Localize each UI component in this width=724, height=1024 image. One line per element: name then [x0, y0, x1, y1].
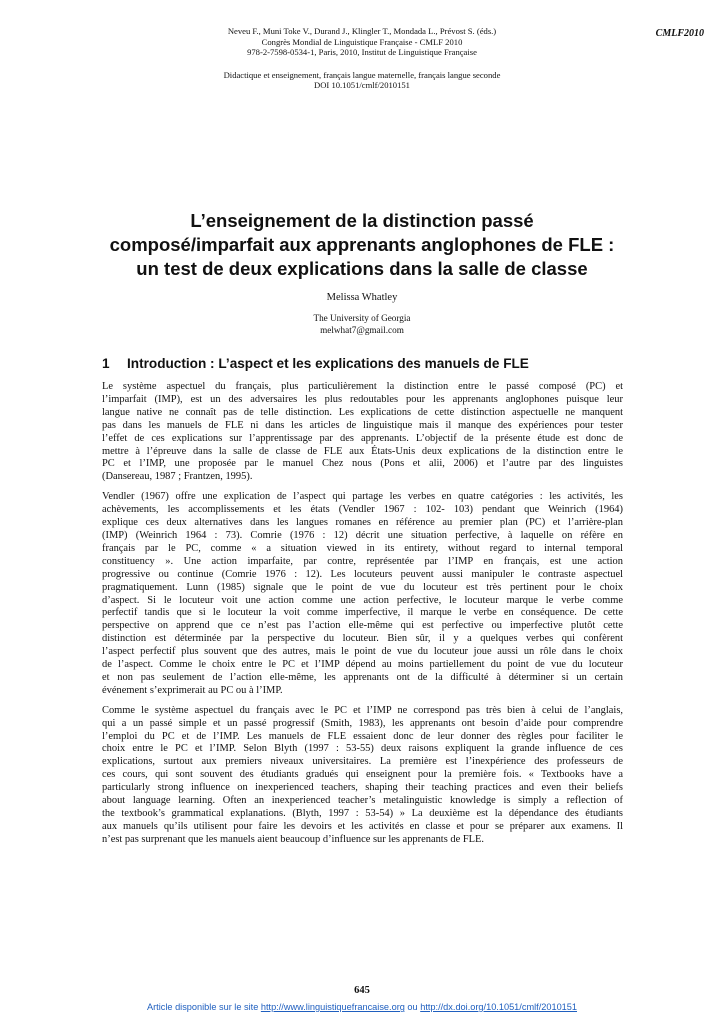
text-line: (Dansereau, 1987 ; Frantzen, 1995).	[102, 471, 253, 483]
text-line: perspective on apprend que ce n’est pas l’action elle-même qui est perfective ou imperfective plutôt cette	[102, 620, 623, 632]
text-line: pas dans les manuels de FLE ni dans les articles de linguistique mais il manque des expériences pour tester	[102, 419, 623, 431]
text-line: français par le PC, comme « a situation viewed in its entirety, without regard to internal temporal	[102, 542, 623, 554]
body-text	[102, 381, 623, 854]
text-line: l’imparfait (IMP), est un des adversaires les plus redoutables pour les apprenants anglophones puisque leur	[102, 393, 623, 405]
text-line: et non pas seulement de l’action elle-même, les apprenants ont de la difficulté à déterminer si un certain	[102, 671, 623, 683]
text-line: distinction est déterminée par la perspective du locuteur. Bien sûr, il y a quelques verbes qui confèrent	[102, 633, 623, 645]
session-line: Didactique et enseignement, français langue maternelle, français langue seconde	[223, 69, 501, 80]
conference-tag: CMLF2010	[655, 28, 704, 39]
text-line: choix entre le PC et l’IMP. Selon Blyth (1997 : 53-55) deux raisons expliquent la grande influence de ces	[102, 743, 623, 755]
text-line: langue native ne connaît pas de telle distinction. Les explications de cette distinction aspectuelle ne manquent	[102, 406, 623, 418]
text-line: explique ces deux alternatives dans les langues romanes en référence au premier plan (PC) et l’arrière-plan	[102, 517, 623, 529]
author-affiliation: The University of Georgia	[313, 313, 411, 323]
section-number: 1	[102, 356, 110, 371]
title-line-1: L’enseignement de la distinction passé	[190, 210, 534, 231]
text-line: l’emploi du PC et de l’IMP. Les manuels de FLE essaient donc de leur donner des règles pour faciliter le	[102, 730, 623, 742]
author-name: Melissa Whatley	[326, 292, 398, 303]
text-line: achèvements, les accomplissements et les états (Vendler 1967 : 102- 103) pendant que Weinrich (1964)	[102, 504, 623, 516]
text-line: événement s’exprimerait au PC ou à l’IMP.	[102, 684, 283, 696]
text-line: explications, surtout aux premiers niveaux universitaires. La première est l’inexpérience des professeurs de	[102, 756, 623, 768]
text-line: (IMP) (Weinrich 1964 : 73). Comrie (1976 : 12) décrit une situation perfective, à laquelle on réfère en	[102, 529, 623, 541]
session-info	[0, 70, 724, 91]
text-line: ces cours, qui sont souvent des étudiants gradués qui enseignent pour la première fois. « Textbooks have a	[102, 769, 623, 781]
page-header	[0, 26, 724, 91]
footer-middle: ou	[404, 1002, 421, 1012]
editors-line: Neveu F., Muni Toke V., Durand J., Klingler T., Mondada L., Prévost S. (éds.)	[227, 26, 497, 36]
text-line: PC et l’IMP, une proposée par le manuel Chez nous (Pons et alii, 2006) et l’autre par des linguistes	[102, 458, 623, 470]
footer-link-linguistique[interactable]: http://www.linguistiquefrancaise.org	[260, 1002, 405, 1012]
paragraph-2	[102, 491, 623, 698]
text-line: Le système aspectuel du français, plus particulièrement la distinction entre le passé composé (PC) et	[102, 381, 623, 392]
title-line-2: composé/imparfait aux apprenants anglophones de FLE :	[109, 234, 615, 255]
text-line: perfectif tandis que si le locuteur la voit comme imperfective, il marque le verbe en conséquence. De cette	[102, 607, 623, 619]
text-line: Comme le système aspectuel du français avec le PC et l’IMP ne correspond pas très bien à celui de l’anglais,	[102, 704, 623, 716]
proceedings-info	[0, 26, 724, 58]
text-line: qui a un passé simple et un passé progressif (Smith, 1983), les apprenants ont besoin d’aide pour comprendre	[102, 717, 623, 729]
page-number: 645	[354, 985, 370, 996]
text-line: progressive ou continue (Comrie 1976 : 12). Les locuteurs peuvent aussi manipuler le contraste aspectuel	[102, 568, 623, 580]
page-footer	[0, 1002, 724, 1012]
text-line: aux manuels qu’ils utilisent pour faire les devoirs et les activités en classe et pour se préparer aux examens. Il	[102, 820, 623, 832]
text-line: d’aspect. Si le locuteur voit une action comme une action perfective, le locuteur marque le verbe comme	[102, 594, 623, 606]
text-line: mettre à l’épreuve dans la salle de classe de FLE aux États-Unis deux explications de la distinction entre le	[102, 445, 623, 457]
text-line: n’est pas surprenant que les manuels aient beaucoup d’influence sur les apprenants de FLE.	[102, 833, 485, 845]
author-block	[0, 291, 724, 336]
section-title: Introduction : L’aspect et les explications des manuels de FLE	[127, 356, 529, 371]
section-heading	[102, 356, 529, 371]
text-line: the textbook’s grammatical explanations. (Blyth, 1997 : 53-54) » La deuxième est la dépendance des étudiants	[102, 808, 623, 819]
text-line: l’aspect perfectif plus souvent que des autres, mais le point de vue du locuteur joue aussi un rôle dans le choix	[102, 646, 623, 658]
footer-link-doi[interactable]: http://dx.doi.org/10.1051/cmlf/2010151	[420, 1002, 578, 1012]
text-line: l’effet de ces explications sur l’apprentissage par des apprenants. L’objectif de la présente étude est donc de	[102, 432, 623, 444]
text-line: about language learning. Often an inexperienced teacher’s metalinguistic knowledge is simply a reflection of	[102, 795, 623, 807]
text-line: pragmatiquement. Lunn (1985) signale que le point de vue du locuteur est très pertinent pour le choix	[102, 581, 623, 593]
text-line: constituency ». Une action imparfaite, par contre, représentée par l’IMP en français, est une action	[102, 555, 623, 567]
text-line: de l’aspect. Comme le choix entre le PC et l’IMP dépend au moins partiellement du point de vue du locuteur	[102, 659, 623, 671]
title-line-3: un test de deux explications dans la salle de classe	[136, 258, 588, 279]
paper-title	[0, 209, 724, 281]
text-line: Vendler (1967) offre une explication de l’aspect qui partage les verbes en quatre catégories : les activités, les	[102, 491, 623, 503]
isbn-line: 978-2-7598-0534-1, Paris, 2010, Institut de Linguistique Française	[247, 47, 477, 58]
text-line: particularly strong influence on inexperienced teachers, shaping their teaching practices and even their beliefs	[102, 782, 623, 794]
author-email: melwhat7@gmail.com	[320, 325, 404, 335]
footer-prefix: Article disponible sur le site	[146, 1002, 261, 1012]
doi-line: DOI 10.1051/cmlf/2010151	[314, 80, 410, 91]
conference-line: Congrès Mondial de Linguistique Française - CMLF 2010	[261, 36, 463, 47]
paragraph-3	[102, 705, 623, 847]
paragraph-1	[102, 381, 623, 484]
